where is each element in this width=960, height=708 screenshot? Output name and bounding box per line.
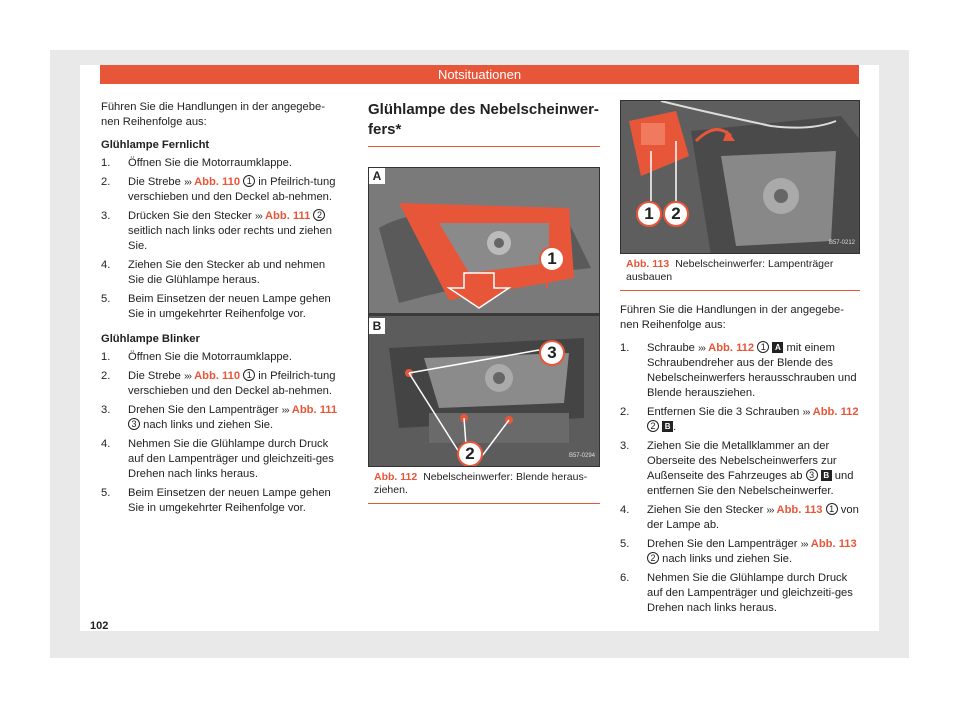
step-text: Beim Einsetzen der neuen Lampe gehen Sie in umgekehrter Reihenfolge vor. <box>128 487 331 514</box>
step-text: Nehmen Sie die Glühlampe durch Druck auf den Lampenträger und gleichzeiti-ges Drehen nach links heraus. <box>647 572 853 614</box>
caption-text: Nebelscheinwerfer: Lampenträger ausbauen <box>626 258 834 283</box>
step-text: und entfernen Sie den Nebelscheinwerfer. <box>647 470 854 497</box>
callout-number-icon: 2 <box>313 209 325 221</box>
middle-column <box>368 100 600 504</box>
figure-112 <box>368 167 600 467</box>
reference-arrows-icon: ››› <box>800 539 808 550</box>
panel-letter-icon: B <box>662 421 673 432</box>
step-number: 3. <box>620 440 630 452</box>
section-title: Glühlampe des Nebelscheinwer-fers* <box>368 100 600 147</box>
left-column <box>101 100 341 526</box>
step-number: 1. <box>101 351 111 363</box>
callout-2: 2 <box>663 201 689 227</box>
step-text: von der Lampe ab. <box>647 504 859 531</box>
step-number: 1. <box>101 157 111 169</box>
panel-letter-icon: B <box>821 470 832 481</box>
figure-reference-link[interactable]: Abb. 113 <box>776 504 823 516</box>
step-text: Die Strebe <box>128 370 184 382</box>
step-text: in Pfeilrich-tung verschieben und den Deckel ab-nehmen. <box>128 176 336 203</box>
fog-light-illustration <box>369 168 600 467</box>
callout-number-icon: 2 <box>647 552 659 564</box>
step-text: Öffnen Sie die Motorraumklappe. <box>128 351 292 363</box>
step-number: 4. <box>101 259 111 271</box>
callout-number-icon: 3 <box>806 469 818 481</box>
step-text: nach links und ziehen Sie. <box>659 553 793 565</box>
figure-code: B57-0212 <box>828 240 855 246</box>
step-item <box>101 369 341 399</box>
step-item <box>101 209 341 254</box>
step-item <box>101 292 341 322</box>
lamp-holder-illustration <box>621 101 860 254</box>
section-header: Notsituationen <box>100 65 859 84</box>
caption-text: Nebelscheinwerfer: Blende heraus-ziehen. <box>374 471 588 496</box>
figure-reference-link[interactable]: Abb. 112 <box>708 342 755 354</box>
caption-label: Abb. 112 <box>374 471 418 483</box>
step-number: 3. <box>101 404 111 416</box>
step-number: 4. <box>620 504 630 516</box>
step-item <box>101 156 341 171</box>
figure-caption <box>368 467 600 504</box>
callout-number-icon: 1 <box>243 369 255 381</box>
callout-3: 3 <box>539 340 565 366</box>
step-number: 2. <box>620 406 630 418</box>
step-number: 5. <box>101 487 111 499</box>
right-column <box>620 100 860 626</box>
step-text: Ziehen Sie die Metallklammer an der Oberseite des Nebelscheinwerfers zur Außenseite des Fahrzeuges ab <box>647 440 837 482</box>
callout-number-icon: 3 <box>128 418 140 430</box>
callout-number-icon: 1 <box>243 175 255 187</box>
step-number: 6. <box>620 572 630 584</box>
step-item <box>101 486 341 516</box>
step-item <box>620 571 860 616</box>
step-text: . <box>673 421 677 433</box>
steps-nebel <box>620 341 860 616</box>
step-text: Die Strebe <box>128 176 184 188</box>
reference-arrows-icon: ››› <box>766 505 774 516</box>
step-text: Beim Einsetzen der neuen Lampe gehen Sie in umgekehrter Reihenfolge vor. <box>128 293 331 320</box>
step-text: Öffnen Sie die Motorraumklappe. <box>128 157 292 169</box>
step-item <box>101 403 341 433</box>
figure-reference-link[interactable]: Abb. 112 <box>812 406 859 418</box>
callout-1: 1 <box>539 246 565 272</box>
step-text: nach links und ziehen Sie. <box>140 419 274 431</box>
figure-reference-link[interactable]: Abb. 110 <box>194 176 241 188</box>
step-text: Entfernen Sie die 3 Schrauben <box>647 406 803 418</box>
reference-arrows-icon: ››› <box>183 371 191 382</box>
figure-caption <box>620 254 860 291</box>
step-text: Drehen Sie den Lampenträger <box>647 538 801 550</box>
step-text: seitlich nach links oder rechts und ziehen Sie. <box>128 225 332 252</box>
step-item <box>101 258 341 288</box>
reference-arrows-icon: ››› <box>281 405 289 416</box>
figure-reference-link[interactable]: Abb. 111 <box>291 404 338 416</box>
panel-b-label: B <box>369 318 385 334</box>
step-text: Drehen Sie den Lampenträger <box>128 404 282 416</box>
panel-a-label: A <box>369 168 385 184</box>
figure-reference-link[interactable]: Abb. 111 <box>264 210 311 222</box>
figure-reference-link[interactable]: Abb. 110 <box>194 370 241 382</box>
step-text: Drücken Sie den Stecker <box>128 210 255 222</box>
reference-arrows-icon: ››› <box>183 177 191 188</box>
step-item <box>620 341 860 401</box>
steps-blinker <box>101 350 341 516</box>
callout-2: 2 <box>457 441 483 467</box>
step-item <box>101 350 341 365</box>
step-number: 3. <box>101 210 111 222</box>
figure-113 <box>620 100 860 254</box>
steps-fernlicht <box>101 156 341 322</box>
callout-number-icon: 1 <box>826 503 838 515</box>
callout-number-icon: 1 <box>757 341 769 353</box>
panel-letter-icon: A <box>772 342 783 353</box>
intro-text: Führen Sie die Handlungen in der angegebe-nen Reihenfolge aus: <box>101 101 325 128</box>
callout-number-icon: 2 <box>647 420 659 432</box>
step-text: in Pfeilrich-tung verschieben und den Deckel ab-nehmen. <box>128 370 336 397</box>
caption-label: Abb. 113 <box>626 258 670 270</box>
step-number: 1. <box>620 342 630 354</box>
step-number: 5. <box>101 293 111 305</box>
step-number: 2. <box>101 176 111 188</box>
step-text: Ziehen Sie den Stecker ab und nehmen Sie die Glühlampe heraus. <box>128 259 326 286</box>
step-item <box>101 175 341 205</box>
step-number: 4. <box>101 438 111 450</box>
heading-fernlicht: Glühlampe Fernlicht <box>101 139 210 151</box>
step-text: Nehmen Sie die Glühlampe durch Druck auf den Lampenträger und gleichzeiti-ges Drehen nach links heraus. <box>128 438 334 480</box>
step-text: mit einem Schraubendreher aus der Blende des Nebelscheinwerfers herausschrauben und Blende herausziehen. <box>647 342 857 399</box>
step-item <box>101 437 341 482</box>
step-item <box>620 439 860 499</box>
reference-arrows-icon: ››› <box>802 407 810 418</box>
reference-arrows-icon: ››› <box>254 211 262 222</box>
page-number: 102 <box>90 620 109 632</box>
callout-1: 1 <box>636 201 662 227</box>
step-number: 5. <box>620 538 630 550</box>
step-number: 2. <box>101 370 111 382</box>
step-text: Ziehen Sie den Stecker <box>647 504 767 516</box>
step-text: Schraube <box>647 342 698 354</box>
figure-reference-link[interactable]: Abb. 113 <box>810 538 857 550</box>
intro-text: Führen Sie die Handlungen in der angegebe-nen Reihenfolge aus: <box>620 304 844 331</box>
step-item <box>620 537 860 567</box>
reference-arrows-icon: ››› <box>698 343 705 354</box>
step-item <box>620 503 860 533</box>
heading-blinker: Glühlampe Blinker <box>101 333 200 345</box>
step-item <box>620 405 860 435</box>
figure-code: B57-0294 <box>568 453 595 459</box>
